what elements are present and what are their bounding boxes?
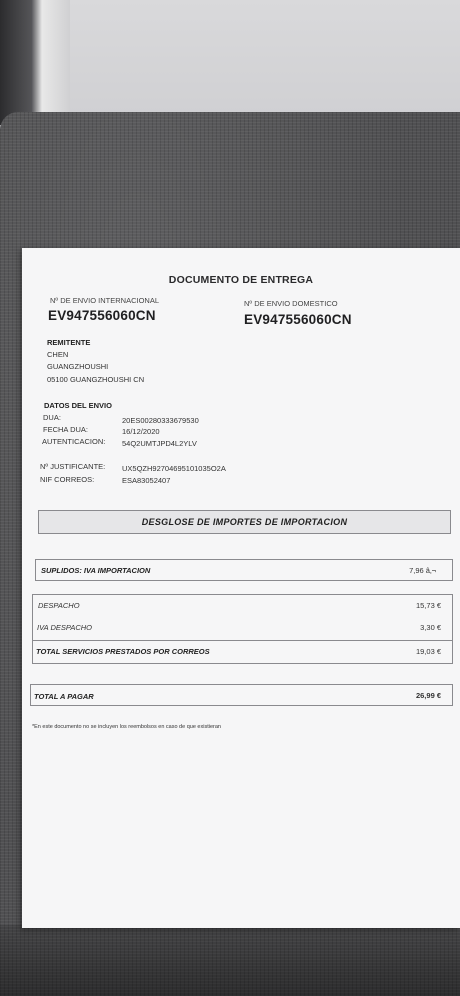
total-a-pagar-amount: 26,99 € bbox=[415, 691, 441, 700]
iva-despacho-amount: 3,30 € bbox=[420, 623, 441, 632]
domestic-number-label: Nº DE ENVIO DOMESTICO bbox=[244, 299, 338, 308]
servicios-box bbox=[32, 594, 453, 664]
nif-correos-value: ESA83052407 bbox=[122, 476, 171, 485]
domestic-tracking-number: EV947556060CN bbox=[244, 312, 352, 327]
document-title: DOCUMENTO DE ENTREGA bbox=[168, 274, 314, 286]
remitente-line: CHEN bbox=[47, 350, 69, 359]
suplidos-box bbox=[35, 559, 453, 581]
total-servicios-amount: 19,03 € bbox=[415, 647, 441, 656]
desglose-header-box bbox=[38, 510, 451, 534]
dua-value: 20ES00280333679530 bbox=[122, 416, 199, 425]
justificante-value: UX5QZH92704695101035O2A bbox=[122, 464, 226, 473]
total-servicios-label: TOTAL SERVICIOS PRESTADOS POR CORREOS bbox=[36, 647, 210, 656]
suplidos-label: SUPLIDOS: IVA IMPORTACION bbox=[41, 566, 151, 575]
international-tracking-number: EV947556060CN bbox=[48, 308, 156, 323]
remitente-heading: REMITENTE bbox=[47, 338, 91, 347]
fecha-dua-value: 16/12/2020 bbox=[122, 427, 160, 436]
fabric-shadow bbox=[0, 925, 460, 996]
dua-label: DUA: bbox=[43, 413, 61, 422]
autenticacion-value: 54Q2UMTJPD4L2YLV bbox=[122, 439, 197, 448]
desglose-header-text: DESGLOSE DE IMPORTES DE IMPORTACION bbox=[141, 517, 348, 527]
international-number-label: Nº DE ENVIO INTERNACIONAL bbox=[50, 296, 160, 305]
suplidos-amount: 7,96 â‚¬ bbox=[409, 566, 436, 575]
justificante-label: Nº JUSTIFICANTE: bbox=[40, 462, 106, 471]
servicios-separator bbox=[33, 640, 452, 641]
remitente-line: 05100 GUANGZHOUSHI CN bbox=[47, 375, 145, 384]
delivery-document bbox=[22, 248, 460, 928]
disclaimer-note: *En este documento no se incluyen los reembolsos en caso de que existieran bbox=[32, 724, 221, 730]
total-box bbox=[30, 684, 453, 706]
nif-correos-label: NIF CORREOS: bbox=[40, 475, 95, 484]
total-a-pagar-label: TOTAL A PAGAR bbox=[34, 692, 94, 701]
despacho-amount: 15,73 € bbox=[415, 601, 441, 610]
remitente-line: GUANGZHOUSHI bbox=[47, 362, 109, 371]
autenticacion-label: AUTENTICACION: bbox=[42, 437, 106, 446]
iva-despacho-label: IVA DESPACHO bbox=[37, 623, 93, 632]
despacho-label: DESPACHO bbox=[38, 601, 80, 610]
datos-envio-heading: DATOS DEL ENVIO bbox=[44, 401, 112, 410]
appliance-corner bbox=[0, 0, 70, 125]
fecha-dua-label: FECHA DUA: bbox=[43, 425, 89, 434]
